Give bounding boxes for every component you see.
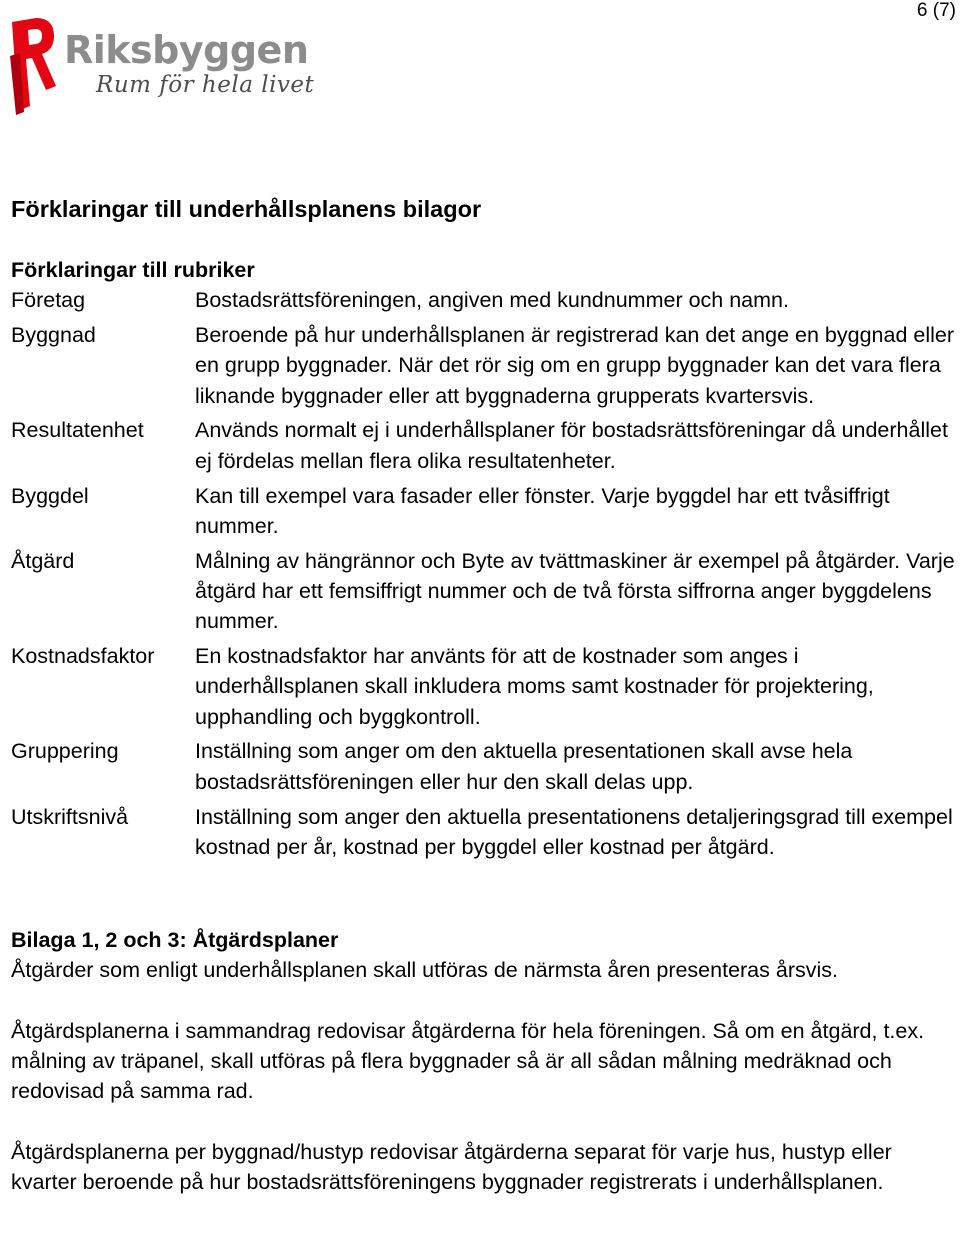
bilaga-intro-paragraph: Åtgärder som enligt underhållsplanen skall utföras de närmsta åren presenteras årsvis. <box>11 958 838 983</box>
definition-term: Gruppering <box>11 739 119 764</box>
definition-description: Inställning som anger om den aktuella presentationen skall avse hela bostadsrättsföreningen eller hur den skall delas upp. <box>195 739 853 794</box>
riksbyggen-logo <box>6 16 315 116</box>
logo-wordmark: Riksbyggen <box>64 28 309 72</box>
bilaga-paragraph-sammandrag: Åtgärdsplanerna i sammandrag redovisar åtgärderna för hela föreningen. Så om en åtgärd, t.ex. målning av träpanel, skall utföras på flera byggnader så är all sådan målning medräknad och redovisad på samma rad. <box>11 1018 925 1104</box>
bilaga-section-heading: Bilaga 1, 2 och 3: Åtgärdsplaner <box>11 928 339 953</box>
logo-tagline: Rum för hela livet <box>96 72 315 98</box>
definition-row-resultatenhet <box>11 415 956 476</box>
bilaga-section <box>11 925 956 1197</box>
definition-term: Företag <box>11 288 86 313</box>
definition-description: Målning av hängrännor och Byte av tvättmaskiner är exempel på åtgärder. Varje åtgärd har ett femsiffrigt nummer och de två första siffrorna anger byggdelens nummer. <box>195 548 955 634</box>
definition-term: Byggnad <box>11 323 96 348</box>
definition-description: Kan till exempel vara fasader eller fönster. Varje byggdel har ett tvåsiffrigt nummer. <box>195 483 890 538</box>
definition-term: Åtgärd <box>11 548 75 573</box>
document-body <box>11 193 956 1197</box>
definition-description: Bostadsrättsföreningen, angiven med kundnummer och namn. <box>195 288 789 313</box>
headings-explanation-section <box>11 255 956 862</box>
definition-row-gruppering <box>11 736 956 797</box>
document-title: Förklaringar till underhållsplanens bilagor <box>11 196 482 222</box>
definition-description: Används normalt ej i underhållsplaner för bostadsrättsföreningar då underhållet ej fördelas mellan flera olika resultatenheter. <box>195 418 948 473</box>
definition-row-kostnadsfaktor <box>11 641 956 732</box>
definition-description: En kostnadsfaktor har använts för att de kostnader som anges i underhållsplanen skall inkludera moms samt kostnader för projektering, upphandling och byggkontroll. <box>195 644 874 729</box>
definition-row-utskriftsniva <box>11 802 956 863</box>
definition-description: Inställning som anger den aktuella presentationens detaljeringsgrad till exempel kostnad per år, kostnad per byggdel eller kostnad per åtgärd. <box>195 804 953 859</box>
bilaga-paragraph-per-byggnad: Åtgärdsplanerna per byggnad/hustyp redovisar åtgärderna separat för varje hus, hustyp eller kvarter beroende på hur bostadsrättsföreningens byggnader registrerats i underhållsplanen. <box>11 1139 892 1194</box>
definition-list <box>11 285 956 862</box>
definition-description: Beroende på hur underhållsplanen är registrerad kan det ange en byggnad eller en grupp byggnader. När det rör sig om en grupp byggnader kan det vara flera liknande byggnader eller att byggnaderna grupperats kvartersvis. <box>195 323 955 408</box>
definition-row-foretag <box>11 285 956 315</box>
definition-row-byggdel <box>11 481 956 542</box>
riksbyggen-r-mark-icon <box>6 16 62 116</box>
headings-section-heading: Förklaringar till rubriker <box>11 258 255 282</box>
definition-term: Resultatenhet <box>11 418 144 443</box>
definition-term: Kostnadsfaktor <box>11 644 155 669</box>
page-number: 6 (7) <box>916 0 956 21</box>
definition-term: Byggdel <box>11 483 89 508</box>
definition-row-atgard <box>11 546 956 637</box>
definition-row-byggnad <box>11 320 956 411</box>
definition-term: Utskriftsnivå <box>11 804 129 829</box>
